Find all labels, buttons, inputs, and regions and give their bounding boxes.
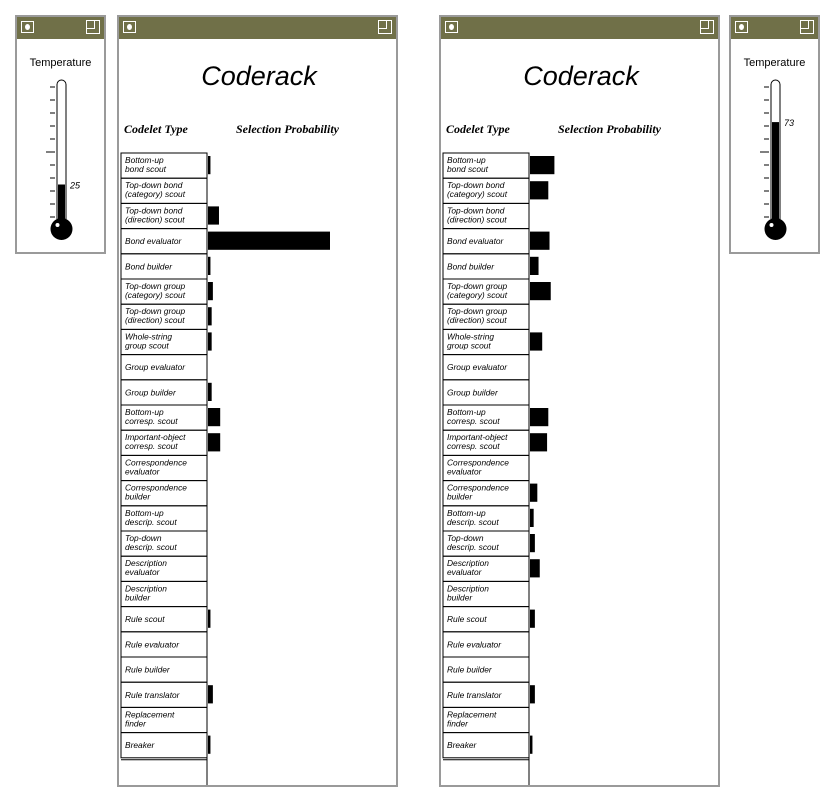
probability-bar — [530, 534, 535, 552]
thermometer-highlight — [56, 223, 60, 227]
probability-bar — [530, 559, 540, 577]
codelet-type-label: finder — [447, 718, 468, 729]
probability-bar — [530, 484, 537, 502]
codelet-type-label: Rule evaluator — [447, 639, 502, 650]
thermometer-bulb — [765, 218, 787, 240]
codelet-type-label: group scout — [125, 340, 169, 351]
codelet-type-label: Replacement — [125, 709, 175, 720]
codelet-type-label: Bond evaluator — [447, 236, 504, 247]
temperature-label: Temperature — [743, 57, 806, 69]
codelet-type-label: bond scout — [125, 164, 166, 174]
probability-bar — [208, 408, 220, 426]
codelet-type-label: corresp. scout — [125, 416, 178, 426]
probability-bar — [530, 736, 532, 754]
thermometer-mercury — [772, 122, 779, 229]
codelet-type-label: Top-down group — [447, 306, 508, 317]
codelet-type-label: (category) scout — [125, 290, 186, 300]
codelet-type-label: corresp. scout — [447, 441, 500, 452]
probability-bar — [208, 610, 210, 628]
codelet-type-label: Whole-string — [125, 331, 173, 342]
codelet-type-label: Description — [447, 583, 489, 594]
probability-bar — [208, 307, 212, 325]
codelet-type-label: Rule builder — [125, 664, 170, 675]
codelet-type-label: builder — [447, 592, 473, 603]
probability-bar — [208, 332, 212, 350]
probability-bar — [530, 232, 550, 250]
probability-bar — [208, 433, 220, 451]
thermometer-window-left — [15, 15, 106, 254]
codelet-type-label: builder — [447, 491, 473, 502]
probability-bar — [530, 408, 548, 426]
codelet-type-label: corresp. scout — [125, 441, 178, 452]
codelet-type-label: (category) scout — [447, 290, 508, 300]
codelet-type-label: builder — [125, 592, 151, 603]
probability-bar — [530, 257, 539, 275]
codelet-type-label: Top-down bond — [125, 205, 183, 216]
codelet-type-label: group scout — [447, 340, 491, 351]
codelet-type-label: Bottom-up — [125, 407, 164, 417]
codelet-type-label: Bottom-up — [125, 155, 164, 165]
codelet-type-label: descrip. scout — [447, 516, 499, 527]
codelet-type-label: Top-down group — [125, 306, 186, 317]
codelet-type-label: descrip. scout — [447, 542, 499, 552]
probability-bar — [530, 509, 534, 527]
temperature-value: 25 — [70, 180, 81, 191]
codelet-type-label: finder — [125, 718, 146, 729]
codelet-type-label: Rule builder — [447, 664, 492, 675]
codelet-type-label: Replacement — [447, 709, 497, 720]
codelet-type-label: Rule translator — [447, 689, 502, 700]
codelet-type-label: descrip. scout — [125, 516, 177, 527]
thermometer-gauge — [17, 17, 104, 252]
probability-bar — [208, 282, 213, 300]
probability-bar — [530, 433, 547, 451]
codelet-type-label: Correspondence — [447, 457, 509, 468]
thermometer-bulb — [51, 218, 73, 240]
probability-bar — [208, 685, 213, 703]
codelet-type-label: corresp. scout — [447, 416, 500, 426]
codelet-type-label: Correspondence — [125, 482, 187, 493]
temperature-value: 73 — [784, 118, 795, 129]
column-header-selection-probability: Selection Probability — [558, 122, 661, 136]
thermometer-gauge — [731, 17, 818, 252]
coderack-window-left — [117, 15, 398, 787]
probability-bar — [530, 156, 554, 174]
codelet-type-label: Group builder — [125, 387, 176, 398]
codelet-type-label: (direction) scout — [447, 315, 507, 326]
codelet-type-label: Bottom-up — [447, 407, 486, 417]
codelet-type-label: Group builder — [447, 387, 498, 398]
codelet-type-label: Bond evaluator — [125, 236, 182, 247]
codelet-type-label: Important-object — [125, 432, 186, 443]
codelet-type-label: evaluator — [125, 466, 160, 477]
codelet-type-label: Description — [447, 558, 489, 569]
codelet-type-label: Rule scout — [125, 614, 165, 625]
codelet-type-label: Correspondence — [125, 457, 187, 468]
codelet-type-label: Top-down — [125, 533, 162, 543]
probability-bar — [530, 685, 535, 703]
chart-title: Coderack — [523, 61, 639, 91]
codelet-type-label: Top-down bond — [447, 180, 505, 191]
thermometer-highlight — [770, 223, 774, 227]
codelet-type-label: Top-down — [447, 533, 484, 543]
codelet-type-label: Top-down group — [447, 281, 508, 291]
codelet-type-label: Description — [125, 583, 167, 594]
codelet-type-label: Correspondence — [447, 482, 509, 493]
codelet-type-label: (direction) scout — [125, 315, 185, 326]
codelet-type-label: descrip. scout — [125, 542, 177, 552]
codelet-type-label: Top-down bond — [447, 205, 505, 216]
temperature-label: Temperature — [29, 57, 92, 69]
codelet-type-label: Bond builder — [125, 261, 173, 272]
coderack-chart — [441, 17, 718, 785]
codelet-type-label: Whole-string — [447, 331, 495, 342]
probability-bar — [208, 736, 210, 754]
probability-bar — [530, 181, 548, 199]
codelet-type-label: (direction) scout — [125, 214, 185, 225]
codelet-type-label: bond scout — [447, 164, 488, 174]
probability-bar — [208, 156, 210, 174]
chart-title: Coderack — [201, 61, 317, 91]
codelet-type-label: evaluator — [447, 567, 482, 578]
codelet-type-label: Rule scout — [447, 614, 487, 625]
codelet-type-label: Important-object — [447, 432, 508, 443]
codelet-type-label: builder — [125, 491, 151, 502]
probability-bar — [208, 206, 219, 224]
codelet-type-label: Rule translator — [125, 689, 180, 700]
codelet-type-label: Breaker — [125, 740, 155, 751]
codelet-type-label: Bottom-up — [447, 507, 486, 518]
column-header-codelet-type: Codelet Type — [446, 122, 510, 136]
codelet-type-label: Group evaluator — [447, 362, 508, 373]
column-header-selection-probability: Selection Probability — [236, 122, 339, 136]
codelet-type-label: Top-down group — [125, 281, 186, 291]
codelet-type-label: Bond builder — [447, 261, 495, 272]
codelet-type-label: (category) scout — [447, 189, 508, 200]
probability-bar — [530, 610, 535, 628]
codelet-type-label: (direction) scout — [447, 214, 507, 225]
probability-bar — [530, 332, 542, 350]
codelet-type-label: Breaker — [447, 740, 477, 751]
coderack-chart — [119, 17, 396, 785]
probability-bar — [208, 232, 330, 250]
probability-bar — [530, 282, 551, 300]
codelet-type-label: Rule evaluator — [125, 639, 180, 650]
codelet-type-label: (category) scout — [125, 189, 186, 200]
thermometer-window-right — [729, 15, 820, 254]
probability-bar — [208, 383, 212, 401]
codelet-type-label: Group evaluator — [125, 362, 186, 373]
codelet-type-label: Bottom-up — [125, 507, 164, 518]
codelet-type-label: Bottom-up — [447, 155, 486, 165]
column-header-codelet-type: Codelet Type — [124, 122, 188, 136]
codelet-type-label: Description — [125, 558, 167, 569]
codelet-type-label: evaluator — [447, 466, 482, 477]
probability-bar — [208, 257, 210, 275]
codelet-type-label: evaluator — [125, 567, 160, 578]
codelet-type-label: Top-down bond — [125, 180, 183, 191]
coderack-window-right — [439, 15, 720, 787]
